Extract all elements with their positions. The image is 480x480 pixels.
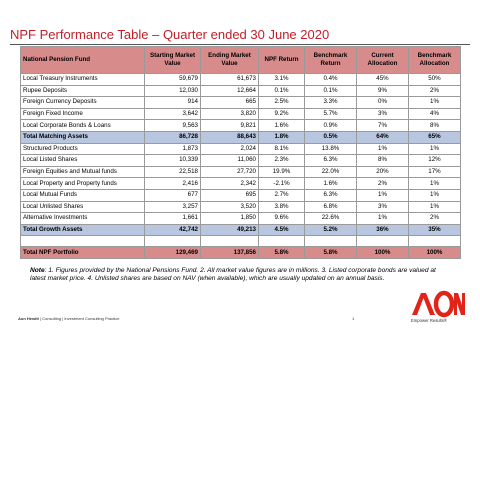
value-cell: 3.1%	[259, 74, 305, 86]
value-cell	[145, 236, 201, 247]
row-label-cell: Alternative Investments	[21, 213, 145, 225]
value-cell: 677	[145, 189, 201, 201]
table-body	[21, 74, 461, 259]
value-cell: 12%	[409, 155, 461, 167]
value-cell: 59,679	[145, 74, 201, 86]
value-cell: 9%	[357, 85, 409, 97]
table-note	[30, 267, 450, 283]
value-cell: 3,642	[145, 108, 201, 120]
value-cell: 50%	[409, 74, 461, 86]
value-cell: 1,661	[145, 213, 201, 225]
table-row	[21, 166, 461, 178]
value-cell: 4%	[409, 108, 461, 120]
row-label-cell: Total Matching Assets	[21, 131, 145, 143]
value-cell: 1%	[409, 143, 461, 155]
value-cell: 2.7%	[259, 189, 305, 201]
value-cell: 13.8%	[305, 143, 357, 155]
total-row	[21, 247, 461, 259]
value-cell	[409, 236, 461, 247]
value-cell: 49,213	[201, 224, 259, 236]
value-cell: 64%	[357, 131, 409, 143]
value-cell: 100%	[409, 247, 461, 259]
table-row	[21, 74, 461, 86]
row-label-cell: Local Property and Property funds	[21, 178, 145, 190]
value-cell: 2%	[409, 85, 461, 97]
value-cell: 1%	[409, 189, 461, 201]
value-cell: 3,520	[201, 201, 259, 213]
value-cell: 3,820	[201, 108, 259, 120]
value-cell: 9,821	[201, 120, 259, 132]
value-cell: 45%	[357, 74, 409, 86]
row-label-cell: Local Listed Shares	[21, 155, 145, 167]
value-cell: 9,563	[145, 120, 201, 132]
subtotal-row	[21, 131, 461, 143]
value-cell: 5.8%	[305, 247, 357, 259]
value-cell: 1%	[357, 189, 409, 201]
value-cell: 1%	[357, 213, 409, 225]
row-label-cell: Total NPF Portfolio	[21, 247, 145, 259]
value-cell: 61,673	[201, 74, 259, 86]
value-cell: 2%	[409, 213, 461, 225]
value-cell: 88,643	[201, 131, 259, 143]
value-cell: 3,257	[145, 201, 201, 213]
value-cell: 129,469	[145, 247, 201, 259]
spacer-row	[21, 236, 461, 247]
value-cell: 1%	[409, 178, 461, 190]
value-cell: 10,339	[145, 155, 201, 167]
value-cell: 0.1%	[305, 85, 357, 97]
value-cell: 3%	[357, 201, 409, 213]
row-label-cell: Rupee Deposits	[21, 85, 145, 97]
value-cell: 6.3%	[305, 189, 357, 201]
table-row	[21, 120, 461, 132]
row-label-cell: Structured Products	[21, 143, 145, 155]
value-cell: 36%	[357, 224, 409, 236]
value-cell: 6.3%	[305, 155, 357, 167]
value-cell: 7%	[357, 120, 409, 132]
footer-attribution	[18, 316, 119, 321]
value-cell: 1%	[409, 201, 461, 213]
value-cell: 19.9%	[259, 166, 305, 178]
value-cell: 2,024	[201, 143, 259, 155]
value-cell: 27,720	[201, 166, 259, 178]
value-cell: 695	[201, 189, 259, 201]
value-cell: 12,030	[145, 85, 201, 97]
value-cell: 4.5%	[259, 224, 305, 236]
value-cell: 22.6%	[305, 213, 357, 225]
value-cell: 914	[145, 97, 201, 109]
table-row	[21, 189, 461, 201]
column-header: Ending Market Value	[201, 47, 259, 74]
column-header: Current Allocation	[357, 47, 409, 74]
value-cell: 5.7%	[305, 108, 357, 120]
column-header: National Pension Fund	[21, 47, 145, 74]
value-cell: 1%	[409, 97, 461, 109]
logo-tagline: Empower Results®	[411, 318, 447, 323]
value-cell: 20%	[357, 166, 409, 178]
value-cell: 86,728	[145, 131, 201, 143]
page-number: 1	[352, 316, 355, 321]
value-cell: 1.6%	[305, 178, 357, 190]
value-cell	[259, 236, 305, 247]
page-title: NPF Performance Table – Quarter ended 30 June 2020	[10, 27, 330, 42]
value-cell: 0%	[357, 97, 409, 109]
value-cell: 2,342	[201, 178, 259, 190]
note-text: : 1. Figures provided by the National Pensions Fund. 2. All market value figures are in millions. 3. Listed corporate bonds are valued at latest market price. 4. Unlisted shares are based on NAV (when available), which are usually updated on an annual basis.	[30, 267, 436, 282]
column-header: Starting Market Value	[145, 47, 201, 74]
value-cell: 11,060	[201, 155, 259, 167]
table-row	[21, 201, 461, 213]
value-cell: 100%	[357, 247, 409, 259]
value-cell: 1,850	[201, 213, 259, 225]
value-cell: 8%	[357, 155, 409, 167]
row-label-cell	[21, 236, 145, 247]
value-cell: 17%	[409, 166, 461, 178]
value-cell: 9.2%	[259, 108, 305, 120]
footer-practice: | Consulting | Investment Consulting Practice	[38, 316, 120, 321]
value-cell: 6.8%	[305, 201, 357, 213]
note-label: Note	[30, 267, 45, 274]
row-label-cell: Local Corporate Bonds & Loans	[21, 120, 145, 132]
row-label-cell: Foreign Currency Deposits	[21, 97, 145, 109]
row-label-cell: Local Treasury Instruments	[21, 74, 145, 86]
value-cell: 0.5%	[305, 131, 357, 143]
value-cell: 0.9%	[305, 120, 357, 132]
value-cell: 65%	[409, 131, 461, 143]
row-label-cell: Foreign Fixed Income	[21, 108, 145, 120]
value-cell: 9.6%	[259, 213, 305, 225]
value-cell: 42,742	[145, 224, 201, 236]
value-cell: 22.0%	[305, 166, 357, 178]
value-cell: 1,873	[145, 143, 201, 155]
table-header-row	[21, 47, 461, 74]
row-label-cell: Local Unlisted Shares	[21, 201, 145, 213]
column-header: Benchmark Allocation	[409, 47, 461, 74]
row-label-cell: Foreign Equities and Mutual funds	[21, 166, 145, 178]
value-cell: 35%	[409, 224, 461, 236]
subtotal-row	[21, 224, 461, 236]
value-cell: 137,856	[201, 247, 259, 259]
value-cell: 1.6%	[259, 120, 305, 132]
footer-company: Aon Hewitt	[18, 316, 39, 321]
row-label-cell: Local Mutual Funds	[21, 189, 145, 201]
table-row	[21, 97, 461, 109]
value-cell: 5.8%	[259, 247, 305, 259]
table-row	[21, 213, 461, 225]
title-divider	[10, 44, 470, 45]
value-cell: 2,416	[145, 178, 201, 190]
column-header: Benchmark Return	[305, 47, 357, 74]
value-cell: 8%	[409, 120, 461, 132]
column-header: NPF Return	[259, 47, 305, 74]
value-cell: 665	[201, 97, 259, 109]
value-cell: -2.1%	[259, 178, 305, 190]
value-cell: 22,518	[145, 166, 201, 178]
value-cell: 1%	[357, 143, 409, 155]
table-row	[21, 108, 461, 120]
value-cell: 12,664	[201, 85, 259, 97]
value-cell: 5.2%	[305, 224, 357, 236]
value-cell: 3%	[357, 108, 409, 120]
npf-performance-table	[20, 46, 461, 259]
value-cell: 0.4%	[305, 74, 357, 86]
table-row	[21, 155, 461, 167]
table-row	[21, 178, 461, 190]
value-cell: 8.1%	[259, 143, 305, 155]
value-cell	[357, 236, 409, 247]
value-cell: 3.8%	[259, 201, 305, 213]
value-cell: 3.3%	[305, 97, 357, 109]
value-cell: 1.8%	[259, 131, 305, 143]
aon-logo	[410, 287, 466, 321]
value-cell: 2.5%	[259, 97, 305, 109]
value-cell	[201, 236, 259, 247]
value-cell: 0.1%	[259, 85, 305, 97]
value-cell: 2%	[357, 178, 409, 190]
value-cell: 2.3%	[259, 155, 305, 167]
value-cell	[305, 236, 357, 247]
table-row	[21, 85, 461, 97]
table-row	[21, 143, 461, 155]
row-label-cell: Total Growth Assets	[21, 224, 145, 236]
